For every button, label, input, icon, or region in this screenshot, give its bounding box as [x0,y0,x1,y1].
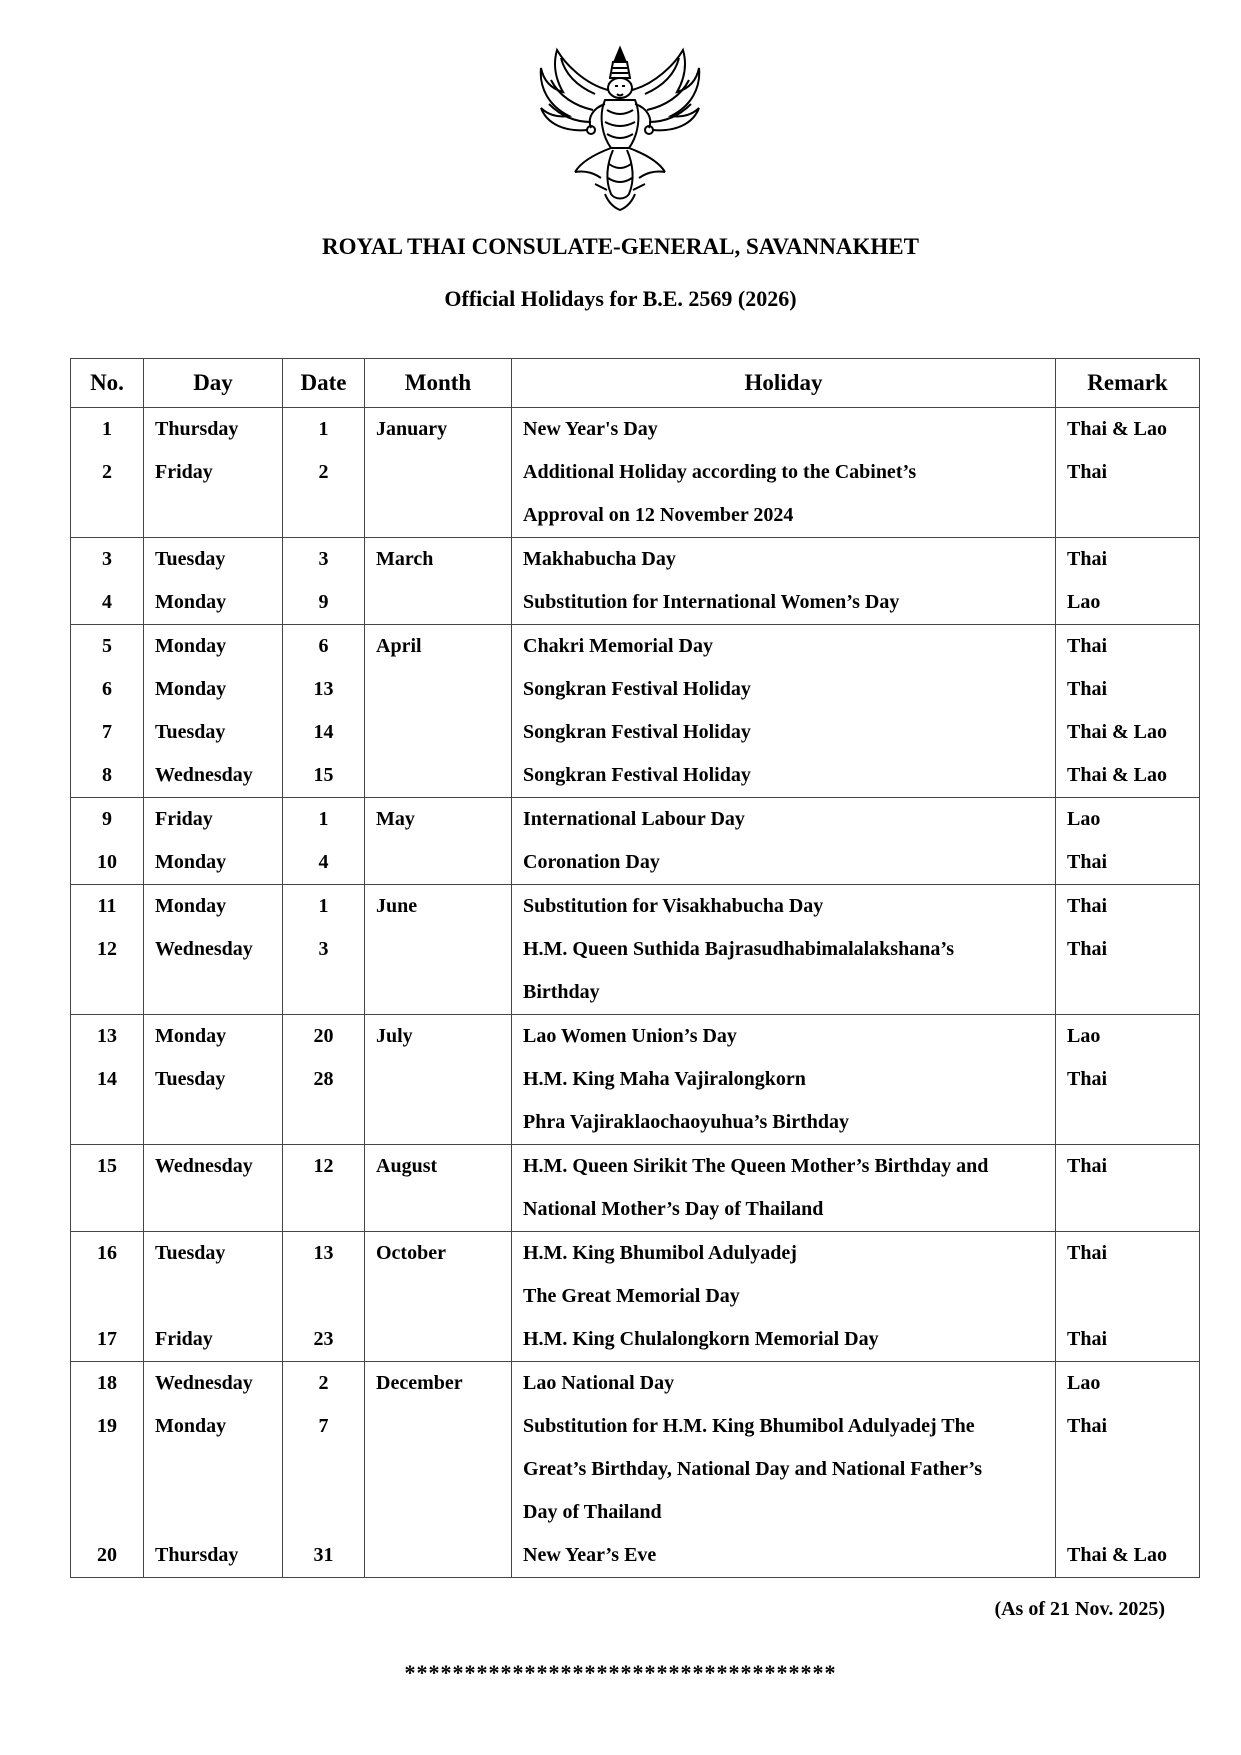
cell-date-line: 1 [318,808,329,830]
cell-holiday-line: Songkran Festival Holiday [523,721,751,743]
cell-day-line [144,494,282,537]
cell-no-line: 2 [102,461,112,483]
cell-no [71,885,144,1015]
cell-month [365,885,512,1015]
cell-no-line [71,1448,143,1491]
cell-no-line: 11 [97,895,117,917]
cell-holiday [512,798,1056,885]
cell-holiday-line: New Year's Day [523,418,658,440]
cell-no [71,1232,144,1362]
cell-remark-line: Thai [1067,895,1108,917]
cell-remark [1056,1362,1200,1578]
cell-date-line: 6 [318,635,329,657]
cell-holiday [512,625,1056,798]
cell-holiday-line: H.M. Queen Suthida Bajrasudhabimalalakshana’s [523,938,955,960]
cell-date-line: 1 [318,895,329,917]
cell-date-line: 31 [313,1544,334,1566]
cell-holiday-line: Lao Women Union’s Day [523,1025,737,1047]
cell-remark-line: Thai [1067,635,1108,657]
cell-remark-line: Thai [1067,461,1108,483]
cell-remark-line: Thai [1067,1415,1108,1437]
cell-no-line: 18 [97,1372,117,1394]
cell-no-line: 10 [97,851,117,873]
cell-date-line: 9 [318,591,329,613]
cell-date [283,1362,365,1578]
month-label: June [376,895,418,917]
cell-remark [1056,408,1200,538]
column-header-remark: Remark [1056,359,1200,408]
cell-holiday-line: Substitution for H.M. King Bhumibol Adulyadej The [523,1415,975,1437]
cell-date-line: 3 [318,938,329,960]
cell-holiday-line: Great’s Birthday, National Day and National Father’s [523,1458,983,1480]
cell-holiday-line: National Mother’s Day of Thailand [523,1198,824,1220]
cell-date-line: 7 [318,1415,329,1437]
cell-holiday-line: Songkran Festival Holiday [523,764,751,786]
table-row [71,885,1200,1015]
table-row [71,408,1200,538]
cell-date [283,798,365,885]
cell-date-line: 28 [313,1068,334,1090]
cell-holiday-line: H.M. King Maha Vajiralongkorn [523,1068,806,1090]
cell-day [144,885,283,1015]
cell-date-line: 2 [318,1372,329,1394]
cell-date-line [283,971,364,1014]
cell-date [283,1015,365,1145]
cell-holiday [512,1145,1056,1232]
month-label: October [376,1242,446,1264]
cell-no-line: 12 [97,938,117,960]
document-subtitle: Official Holidays for B.E. 2569 (2026) [444,286,797,311]
as-of-date: (As of 21 Nov. 2025) [994,1598,1165,1620]
table-row [71,1362,1200,1578]
cell-date-line: 4 [318,851,329,873]
cell-date-line: 13 [313,678,334,700]
cell-date-line: 15 [313,764,334,786]
cell-day-line [144,1188,282,1231]
cell-no-line: 3 [102,548,112,570]
cell-remark [1056,1015,1200,1145]
column-header-month: Month [365,359,512,408]
cell-date-line: 13 [313,1242,334,1264]
cell-no-line: 13 [97,1025,117,1047]
cell-day-line: Tuesday [155,721,226,743]
cell-date-line: 1 [318,418,329,440]
cell-day-line: Monday [155,1025,227,1047]
cell-no-line [71,1491,143,1534]
cell-day-line: Monday [155,591,227,613]
cell-holiday-line: Songkran Festival Holiday [523,678,751,700]
cell-day [144,1015,283,1145]
cell-holiday-line: International Labour Day [523,808,745,830]
cell-date-line: 23 [313,1328,334,1350]
month-label: May [376,808,415,830]
cell-holiday-line: Additional Holiday according to the Cabinet’s [523,461,917,483]
cell-no [71,1145,144,1232]
column-header-no: No. [71,359,144,408]
cell-no-line: 1 [102,418,112,440]
cell-no-line: 19 [97,1415,117,1437]
cell-remark-line: Thai & Lao [1067,721,1168,743]
cell-holiday [512,885,1056,1015]
cell-day [144,1145,283,1232]
cell-day-line: Monday [155,635,227,657]
cell-day [144,1362,283,1578]
cell-remark-line [1056,494,1199,537]
cell-holiday [512,1362,1056,1578]
cell-remark [1056,1145,1200,1232]
cell-date-line: 2 [318,461,329,483]
cell-holiday [512,1232,1056,1362]
cell-date [283,408,365,538]
cell-no-line: 14 [97,1068,117,1090]
cell-remark-line: Lao [1067,1372,1101,1394]
cell-holiday-line: H.M. King Bhumibol Adulyadej [523,1242,797,1264]
month-label: August [376,1155,438,1177]
cell-remark-line [1056,971,1199,1014]
cell-month [365,1362,512,1578]
cell-holiday-line: H.M. Queen Sirikit The Queen Mother’s Birthday and [523,1155,989,1177]
cell-remark-line [1056,1491,1199,1534]
cell-no-line: 16 [97,1242,117,1264]
cell-month [365,1232,512,1362]
month-label: March [376,548,434,570]
table-row [71,798,1200,885]
cell-day-line: Wednesday [155,764,253,786]
cell-day-line: Tuesday [155,548,226,570]
cell-day-line [144,1491,282,1534]
cell-no-line: 8 [102,764,112,786]
cell-no-line: 6 [102,678,112,700]
table-row [71,1015,1200,1145]
table-header-row [71,359,1200,408]
cell-date-line [283,1275,364,1318]
cell-remark [1056,798,1200,885]
cell-remark [1056,625,1200,798]
cell-no [71,408,144,538]
cell-date-line [283,494,364,537]
cell-holiday-line: Lao National Day [523,1372,675,1394]
cell-no [71,1015,144,1145]
cell-holiday-line: Chakri Memorial Day [523,635,713,657]
column-header-holiday: Holiday [512,359,1056,408]
cell-remark-line: Thai [1067,1242,1108,1264]
cell-remark-line: Thai [1067,1328,1108,1350]
month-label: December [376,1372,463,1394]
cell-remark [1056,1232,1200,1362]
cell-day-line: Thursday [155,418,239,440]
cell-day-line: Wednesday [155,938,253,960]
cell-no [71,625,144,798]
cell-holiday-line: Birthday [523,981,600,1003]
cell-no-line: 20 [97,1544,117,1566]
cell-holiday-line: Coronation Day [523,851,660,873]
cell-no-line [71,1101,143,1144]
cell-day-line: Tuesday [155,1242,226,1264]
cell-remark-line: Lao [1067,808,1101,830]
cell-no-line: 5 [102,635,112,657]
cell-day [144,408,283,538]
cell-month [365,1145,512,1232]
organization-title: ROYAL THAI CONSULATE-GENERAL, SAVANNAKHET [322,234,919,259]
cell-remark-line: Thai [1067,938,1108,960]
cell-remark [1056,885,1200,1015]
cell-date-line [283,1188,364,1231]
cell-date [283,625,365,798]
cell-no-line [71,1275,143,1318]
cell-remark-line [1056,1101,1199,1144]
cell-date-line: 20 [313,1025,334,1047]
cell-remark-line: Thai [1067,1068,1108,1090]
cell-day-line: Wednesday [155,1372,253,1394]
cell-holiday-line: Substitution for Visakhabucha Day [523,895,824,917]
cell-month [365,798,512,885]
separator-line: ************************************ [404,1660,837,1685]
cell-no-line [71,494,143,537]
cell-remark [1056,538,1200,625]
cell-date-line [283,1448,364,1491]
cell-no-line: 15 [97,1155,117,1177]
cell-no [71,538,144,625]
cell-holiday-line: Substitution for International Women’s Day [523,591,900,613]
cell-remark-line: Thai [1067,851,1108,873]
table-row [71,1232,1200,1362]
cell-remark-line [1056,1188,1199,1231]
cell-day-line: Monday [155,1415,227,1437]
cell-remark-line: Thai & Lao [1067,418,1168,440]
cell-day-line: Friday [155,808,213,830]
cell-day-line: Wednesday [155,1155,253,1177]
cell-no [71,798,144,885]
cell-holiday-line: The Great Memorial Day [523,1285,740,1307]
cell-no-line: 9 [102,808,112,830]
cell-day-line: Friday [155,461,213,483]
cell-date-line: 3 [318,548,329,570]
holidays-table-body [71,408,1200,1578]
cell-day-line: Monday [155,851,227,873]
month-label: July [376,1025,413,1047]
cell-remark-line: Thai & Lao [1067,764,1168,786]
cell-day-line [144,1101,282,1144]
cell-day-line: Friday [155,1328,213,1350]
cell-remark-line: Thai [1067,548,1108,570]
month-label: January [376,418,448,440]
table-row [71,1145,1200,1232]
cell-no [71,1362,144,1578]
cell-date [283,1145,365,1232]
cell-remark-line [1056,1275,1199,1318]
cell-day [144,1232,283,1362]
cell-holiday-line: New Year’s Eve [523,1544,657,1566]
cell-day-line [144,971,282,1014]
cell-date [283,885,365,1015]
cell-day-line [144,1448,282,1491]
cell-holiday [512,1015,1056,1145]
cell-date-line: 14 [313,721,334,743]
cell-no-line: 7 [102,721,112,743]
cell-day-line: Monday [155,678,227,700]
cell-holiday-line: Approval on 12 November 2024 [523,504,794,526]
cell-day [144,798,283,885]
cell-holiday-line: Makhabucha Day [523,548,676,570]
column-header-day: Day [144,359,283,408]
column-header-date: Date [283,359,365,408]
table-row [71,538,1200,625]
cell-no-line [71,1188,143,1231]
cell-day-line: Thursday [155,1544,239,1566]
cell-day-line: Monday [155,895,227,917]
cell-holiday-line: H.M. King Chulalongkorn Memorial Day [523,1328,879,1350]
cell-date-line [283,1491,364,1534]
cell-no-line: 4 [102,591,112,613]
cell-date [283,1232,365,1362]
cell-date-line [283,1101,364,1144]
cell-remark-line: Thai [1067,1155,1108,1177]
cell-date-line: 12 [313,1155,334,1177]
month-label: April [376,635,422,657]
cell-day [144,625,283,798]
cell-holiday [512,538,1056,625]
cell-holiday [512,408,1056,538]
cell-remark-line [1056,1448,1199,1491]
cell-remark-line: Lao [1067,1025,1101,1047]
cell-remark-line: Thai & Lao [1067,1544,1168,1566]
garuda-emblem-icon [535,44,705,212]
cell-day [144,538,283,625]
cell-month [365,625,512,798]
cell-no-line: 17 [97,1328,117,1350]
cell-no-line [71,971,143,1014]
cell-remark-line: Lao [1067,591,1101,613]
cell-remark-line: Thai [1067,678,1108,700]
cell-day-line [144,1275,282,1318]
holidays-table [70,358,1200,1578]
cell-holiday-line: Day of Thailand [523,1501,662,1523]
table-row [71,625,1200,798]
cell-holiday-line: Phra Vajiraklaochaoyuhua’s Birthday [523,1111,849,1133]
cell-month [365,408,512,538]
cell-month [365,538,512,625]
cell-day-line: Tuesday [155,1068,226,1090]
cell-month [365,1015,512,1145]
cell-date [283,538,365,625]
